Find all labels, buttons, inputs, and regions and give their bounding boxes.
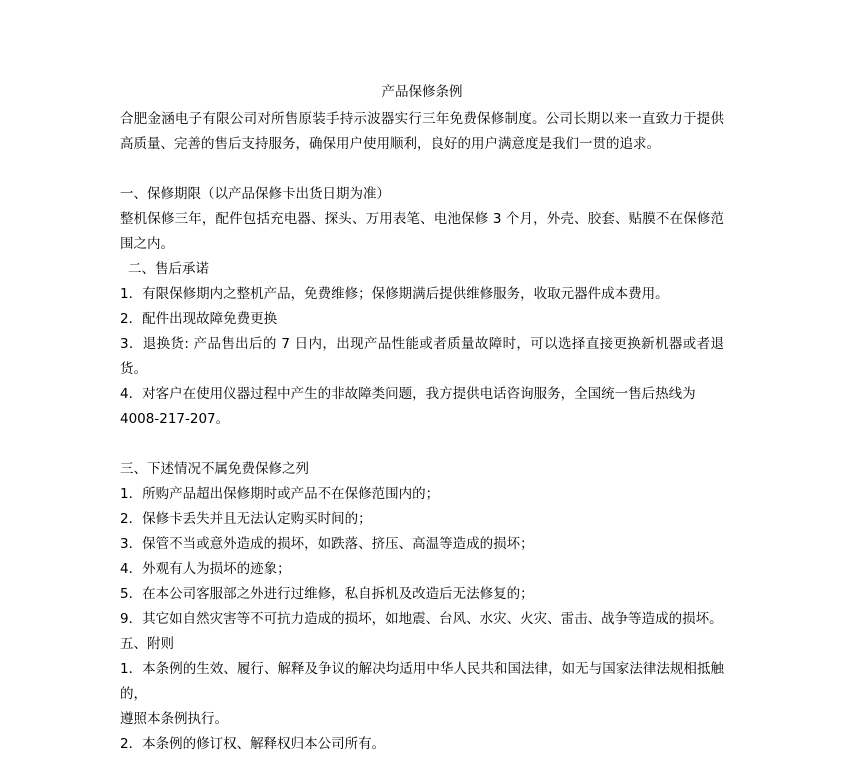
list-item: 遵照本条例执行。 (120, 711, 228, 727)
section-heading-exclusions: 三、下述情况不属免费保修之列 (120, 461, 309, 477)
list-item: 2．本条例的修订权、解释权归本公司所有。 (120, 736, 386, 752)
section-heading-warranty-period: 一、保修期限（以产品保修卡出货日期为准） (120, 186, 390, 202)
list-item: 2．配件出现故障免费更换 (120, 311, 278, 327)
list-item: 4．对客户在使用仪器过程中产生的非故障类问题，我方提供电话咨询服务，全国统一售后热线为 (120, 386, 696, 402)
page-title: 产品保修条例 (381, 84, 463, 100)
list-item: 4．外观有人为损坏的迹象； (120, 561, 291, 577)
list-item: 2．保修卡丢失并且无法认定购买时间的； (120, 511, 372, 527)
list-item: 1．本条例的生效、履行、解释及争议的解决均适用中华人民共和国法律，如无与国家法律法规相抵触的， (120, 661, 724, 702)
list-item: 1．有限保修期内之整机产品，免费维修；保修期满后提供维修服务，收取元器件成本费用。 (120, 286, 669, 302)
list-item: 1．所购产品超出保修期时或产品不在保修范围内的； (120, 486, 440, 502)
list-item: 整机保修三年，配件包括充电器、探头、万用表笔、电池保修 3 个月，外壳、胶套、贴膜不在保修范围之内。 (120, 211, 724, 252)
list-item: 3．保管不当或意外造成的损坏，如跌落、挤压、高温等造成的损坏； (120, 536, 534, 552)
section-heading-after-sales: 二、售后承诺 (128, 261, 209, 277)
paragraph-spacer (120, 432, 724, 457)
list-item: 9．其它如自然灾害等不可抗力造成的损坏，如地震、台风、水灾、火灾、雷击、战争等造成的损坏。 (120, 611, 723, 627)
hotline-number: 4008-217-207。 (120, 411, 230, 427)
list-item: 5．在本公司客服部之外进行过维修，私自拆机及改造后无法修复的； (120, 586, 534, 602)
list-item: 3．退换货: 产品售出后的 7 日内，出现产品性能或者质量故障时，可以选择直接更换新机器或者退货。 (120, 336, 724, 377)
intro-paragraph: 合肥金涵电子有限公司对所售原装手持示波器实行三年免费保修制度。公司长期以来一直致力于提供高质量、完善的售后支持服务，确保用户使用顺利，良好的用户满意度是我们一贯的追求。 (120, 111, 724, 152)
section-heading-supplementary: 五、附则 (120, 636, 174, 652)
paragraph-spacer (120, 157, 724, 182)
